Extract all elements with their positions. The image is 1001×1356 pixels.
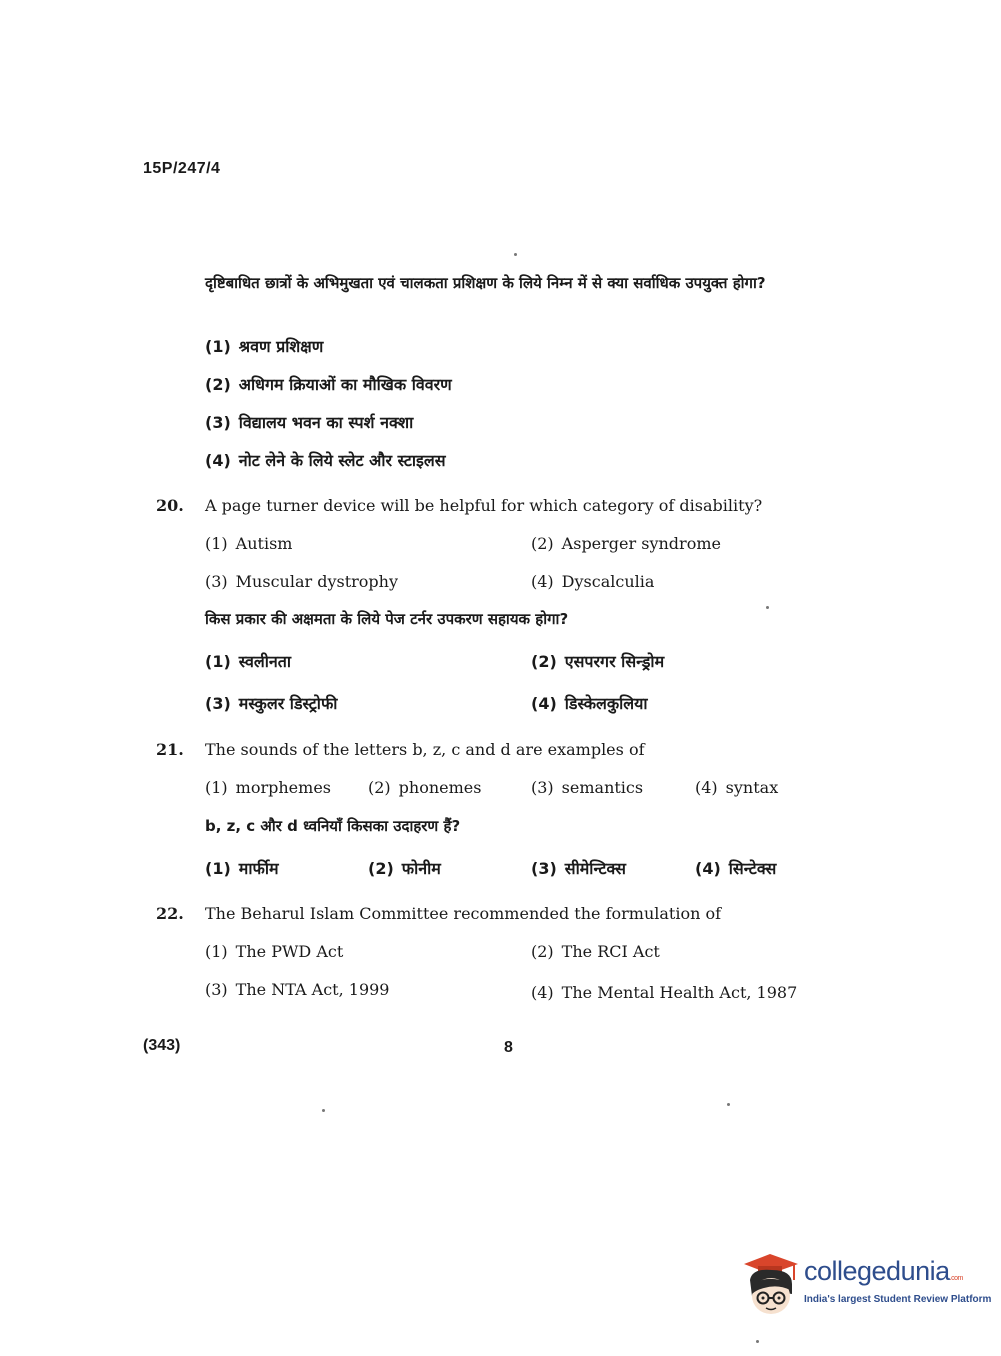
q19-hindi-option-4: (4) नोट लेने के लिये स्लेट और स्टाइलस (205, 451, 446, 470)
q22-option-3: (3) The NTA Act, 1999 (205, 980, 390, 999)
q22-question: The Beharul Islam Committee recommended the formulation of (205, 904, 722, 923)
logo-tagline: India's largest Student Review Platform (804, 1294, 992, 1305)
page-number: 8 (504, 1039, 513, 1056)
q20-hindi-option-2: (2) एसपरगर सिन्ड्रोम (531, 652, 665, 671)
mascot-icon (742, 1250, 802, 1320)
scan-speck (766, 606, 769, 609)
q21-hindi-question: b, z, c और d ध्वनियाँ किसका उदाहरण हैं? (205, 817, 461, 835)
scan-speck (322, 1109, 325, 1112)
q19-hindi-option-3: (3) विद्यालय भवन का स्पर्श नक्शा (205, 413, 414, 432)
q22-option-2: (2) The RCI Act (531, 942, 660, 961)
q21-hindi-option-1: (1) मार्फीम (205, 859, 279, 878)
footer-code: (343) (143, 1037, 181, 1054)
q19-hindi-option-1: (1) श्रवण प्रशिक्षण (205, 337, 324, 356)
q20-hindi-option-3: (3) मस्कुलर डिस्ट्रोफी (205, 694, 338, 713)
collegedunia-logo (742, 1250, 992, 1320)
q22-number: 22. (156, 904, 184, 923)
q22-option-1: (1) The PWD Act (205, 942, 344, 961)
q20-option-3: (3) Muscular dystrophy (205, 572, 399, 591)
q20-hindi-question: किस प्रकार की अक्षमता के लिये पेज टर्नर उपकरण सहायक होगा? (205, 610, 569, 628)
logo-wordmark: collegedunia.com (804, 1256, 963, 1286)
q22-option-4: (4) The Mental Health Act, 1987 (531, 983, 798, 1002)
q21-question: The sounds of the letters b, z, c and d are examples of (205, 740, 645, 759)
q20-hindi-option-4: (4) डिस्केलकुलिया (531, 694, 648, 713)
q21-option-1: (1) morphemes (205, 778, 331, 797)
scan-speck (514, 253, 517, 256)
q19-hindi-question: दृष्टिबाधित छात्रों के अभिमुखता एवं चालकता प्रशिक्षण के लिये निम्न में से क्या सर्वाधिक उपयुक्त होगा? (205, 274, 766, 292)
q21-hindi-option-4: (4) सिन्टेक्स (695, 859, 777, 878)
q21-hindi-option-3: (3) सीमेन्टिक्स (531, 859, 626, 878)
q19-hindi-option-2: (2) अधिगम क्रियाओं का मौखिक विवरण (205, 375, 452, 394)
q20-option-1: (1) Autism (205, 534, 293, 553)
paper-code: 15P/247/4 (143, 160, 221, 177)
q21-hindi-option-2: (2) फोनीम (368, 859, 441, 878)
scan-speck (756, 1340, 759, 1343)
q21-option-2: (2) phonemes (368, 778, 482, 797)
q20-hindi-option-1: (1) स्वलीनता (205, 652, 292, 671)
q20-question: A page turner device will be helpful for which category of disability? (205, 496, 763, 515)
q21-option-4: (4) syntax (695, 778, 779, 797)
q21-number: 21. (156, 740, 184, 759)
scan-speck (727, 1103, 730, 1106)
q21-option-3: (3) semantics (531, 778, 644, 797)
q20-option-4: (4) Dyscalculia (531, 572, 655, 591)
q20-option-2: (2) Asperger syndrome (531, 534, 721, 553)
q20-number: 20. (156, 496, 184, 515)
